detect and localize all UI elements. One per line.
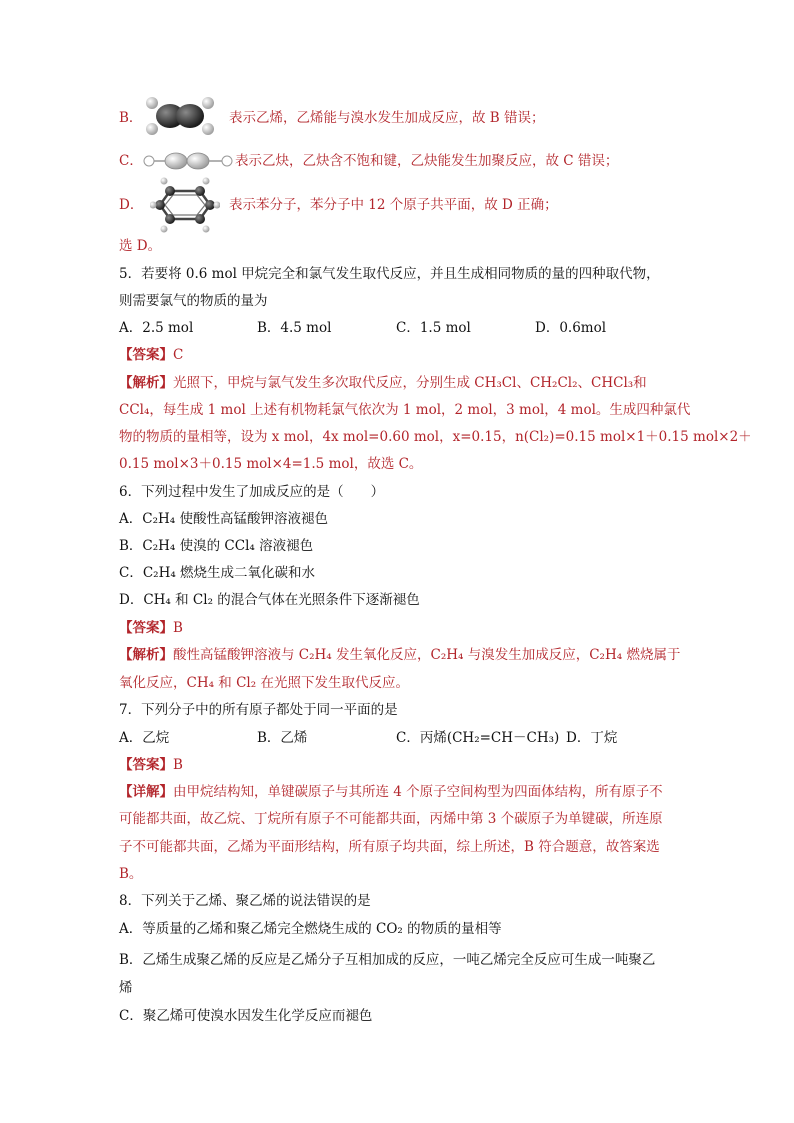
q7-option-a: A．乙烷 — [119, 730, 170, 746]
option-c-letter: C． — [119, 153, 143, 169]
q8-option-b-line2: 烯 — [119, 980, 133, 996]
q5-option-c: C．1.5 mol — [396, 320, 471, 336]
q7-option-d: D．丁烷 — [566, 730, 618, 746]
q5-analysis-line4: 0.15 mol×3＋0.15 mol×4=1.5 mol，故选 C。 — [119, 456, 423, 472]
answer-value: C — [173, 347, 184, 363]
q7-option-c: C．丙烯(CH₂=CH－CH₃) — [396, 730, 560, 746]
q6-option-b: B．C₂H₄ 使溴的 CCl₄ 溶液褪色 — [119, 538, 314, 554]
q5-analysis-line3: 物的物质的量相等，设为 x mol，4x mol=0.60 mol，x=0.15，n(Cl₂)=0.15 mol×1＋0.15 mol×2＋ — [119, 429, 752, 445]
q5-analysis-line2: CCl₄，每生成 1 mol 上述有机物耗氯气依次为 1 mol，2 mol，3 mol，4 mol。生成四种氯代 — [119, 402, 691, 418]
q8-option-c: C．聚乙烯可使溴水因发生化学反应而褪色 — [119, 1008, 373, 1024]
q7-stem: 7．下列分子中的所有原子都处于同一平面的是 — [119, 702, 398, 718]
q5-option-d: D．0.6mol — [535, 320, 607, 336]
option-b-explanation: 表示乙烯，乙烯能与溴水发生加成反应，故 B 错误； — [229, 110, 545, 126]
q8-option-b-line1: B．乙烯生成聚乙烯的反应是乙烯分子互相加成的反应，一吨乙烯完全反应可生成一吨聚乙 — [119, 952, 656, 968]
q6-option-a: A．C₂H₄ 使酸性高锰酸钾溶液褪色 — [119, 511, 328, 527]
q7-answer — [119, 755, 183, 775]
q6-analysis-line1 — [119, 645, 680, 665]
analysis-text: 光照下，甲烷与氯气发生多次取代反应，分别生成 CH₃Cl、CH₂Cl₂、CHCl₃和 — [173, 375, 647, 391]
q5-stem-line1: 5．若要将 0.6 mol 甲烷完全和氯气发生取代反应，并且生成相同物质的量的四种取代物， — [119, 266, 660, 282]
q7-detail-line1 — [119, 782, 663, 802]
q5-option-a: A．2.5 mol — [119, 320, 194, 336]
ethylene-model-image — [140, 95, 220, 137]
q6-option-c: C．C₂H₄ 燃烧生成二氧化碳和水 — [119, 565, 316, 581]
answer-tag: 【答案】 — [119, 620, 173, 636]
q6-stem: 6．下列过程中发生了加成反应的是（ ） — [119, 484, 385, 500]
q6-answer — [119, 618, 183, 638]
q7-option-b: B．乙烯 — [257, 730, 308, 746]
q5-stem-line2: 则需要氯气的物质的量为 — [119, 293, 268, 309]
q7-detail-line3: 子不可能都共面，乙烯为平面形结构，所有原子均共面，综上所述，B 符合题意，故答案选 — [119, 839, 660, 855]
q7-detail-line4: B。 — [119, 866, 143, 882]
q8-stem: 8．下列关于乙烯、聚乙烯的说法错误的是 — [119, 893, 371, 909]
detail-tag: 【详解】 — [119, 784, 173, 800]
q6-option-d: D．CH₄ 和 Cl₂ 的混合气体在光照条件下逐渐褪色 — [119, 592, 420, 608]
answer-tag: 【答案】 — [119, 757, 173, 773]
answer-tag: 【答案】 — [119, 347, 173, 363]
option-b-letter: B． — [119, 110, 143, 126]
q7-detail-line2: 可能都共面，故乙烷、丁烷所有原子不可能都共面，丙烯中第 3 个碳原子为单键碳，所连原 — [119, 811, 663, 827]
answer-value: B — [173, 620, 183, 636]
option-c-explanation: 表示乙炔，乙炔含不饱和键，乙炔能发生加聚反应，故 C 错误； — [235, 153, 619, 169]
q8-option-a: A．等质量的乙烯和聚乙烯完全燃烧生成的 CO₂ 的物质的量相等 — [119, 921, 502, 937]
q5-analysis-line1 — [119, 373, 647, 393]
analysis-tag: 【解析】 — [119, 647, 173, 663]
answer-value: B — [173, 757, 183, 773]
option-d-letter: D． — [119, 197, 144, 213]
analysis-text: 酸性高锰酸钾溶液与 C₂H₄ 发生氧化反应，C₂H₄ 与溴发生加成反应，C₂H₄ 燃烧属于 — [173, 647, 681, 663]
conclusion-line: 选 D。 — [119, 238, 162, 254]
q5-answer — [119, 345, 183, 365]
analysis-tag: 【解析】 — [119, 375, 173, 391]
benzene-model-image — [150, 177, 220, 233]
q6-analysis-line2: 氧化反应，CH₄ 和 Cl₂ 在光照下发生取代反应。 — [119, 675, 409, 691]
detail-text: 由甲烷结构知，单键碳原子与其所连 4 个原子空间构型为四面体结构，所有原子不 — [173, 784, 663, 800]
option-d-explanation: 表示苯分子，苯分子中 12 个原子共平面，故 D 正确； — [229, 197, 558, 213]
acetylene-model-image — [140, 149, 236, 173]
q5-option-b: B．4.5 mol — [257, 320, 332, 336]
